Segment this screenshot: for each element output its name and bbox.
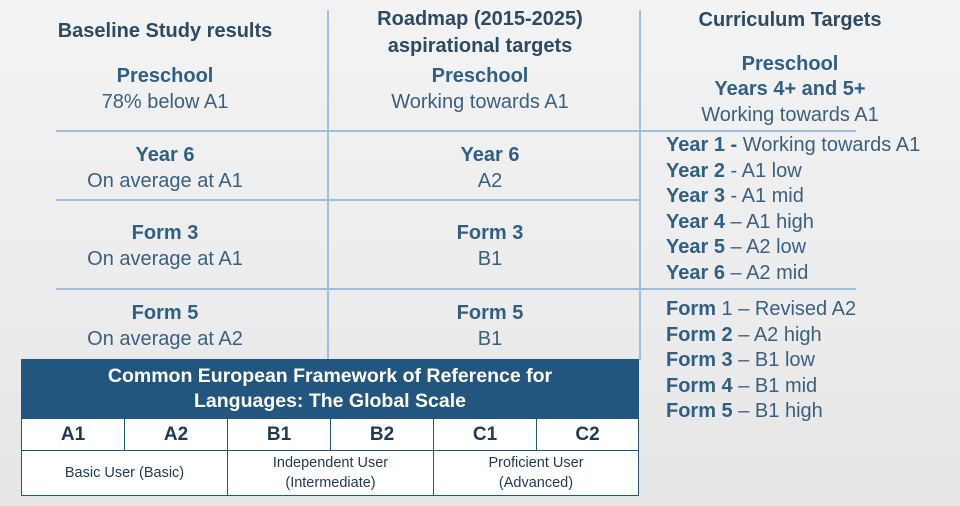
- row-divider-1: [56, 130, 856, 132]
- cefr-user-proficient-line2: (Advanced): [498, 475, 574, 491]
- baseline-title: Baseline Study results: [57, 20, 273, 42]
- list-item: Year 1 - Working towards A1: [666, 134, 921, 156]
- baseline-year6-value: On average at A1: [87, 170, 243, 192]
- curriculum-preschool-value: Working towards A1: [701, 104, 879, 126]
- column-divider-1: [327, 10, 329, 360]
- list-item: Year 5 – A2 low: [666, 236, 807, 258]
- roadmap-title-line2: aspirational targets: [387, 35, 573, 57]
- cefr-user-proficient-line1: Proficient User: [488, 455, 584, 471]
- cefr-level-c1: C1: [433, 418, 537, 451]
- cefr-level-a2: A2: [124, 418, 228, 451]
- list-item: Year 3 - A1 mid: [666, 185, 804, 207]
- cefr-title-line2: Languages: The Global Scale: [194, 390, 466, 412]
- cefr-user-independent-line2: (Intermediate): [285, 475, 376, 491]
- cefr-level-a1: A1: [21, 418, 125, 451]
- baseline-preschool-label: Preschool: [116, 65, 214, 87]
- cefr-user-proficient: [433, 450, 639, 496]
- baseline-year6-label: Year 6: [135, 144, 195, 166]
- roadmap-year6-label: Year 6: [460, 144, 520, 166]
- cefr-level-b1: B1: [227, 418, 331, 451]
- list-item: Form 3 – B1 low: [666, 349, 815, 371]
- baseline-form3-value: On average at A1: [87, 248, 243, 270]
- roadmap-form3-label: Form 3: [456, 222, 524, 244]
- cefr-title: [21, 359, 639, 418]
- list-item: Form 5 – B1 high: [666, 400, 823, 422]
- baseline-form5-label: Form 5: [131, 302, 199, 324]
- roadmap-year6-value: A2: [477, 170, 503, 192]
- roadmap-form5-label: Form 5: [456, 302, 524, 324]
- cefr-level-c2: C2: [536, 418, 639, 451]
- roadmap-preschool-value: Working towards A1: [391, 91, 569, 113]
- curriculum-preschool-years: Years 4+ and 5+: [714, 78, 866, 100]
- list-item: Year 4 – A1 high: [666, 210, 814, 233]
- cefr-table: [21, 359, 639, 496]
- roadmap-preschool-label: Preschool: [431, 65, 529, 87]
- list-item: Year 6 – A2 mid: [666, 261, 809, 284]
- row-divider-2: [56, 199, 640, 201]
- roadmap-title-line1: Roadmap (2015-2025): [377, 8, 583, 30]
- curriculum-title: Curriculum Targets: [698, 9, 882, 31]
- baseline-form5-value: On average at A2: [87, 328, 243, 350]
- list-item: Year 2 - A1 low: [666, 159, 802, 182]
- cefr-user-independent-line1: Independent User: [272, 455, 389, 471]
- curriculum-years-list: [666, 133, 920, 286]
- cefr-user-basic-line1: Basic User (Basic): [64, 465, 185, 481]
- list-item: Form 1 – Revised A2: [666, 298, 857, 320]
- baseline-form3-label: Form 3: [131, 222, 199, 244]
- cefr-user-basic: [21, 450, 228, 496]
- curriculum-preschool-label: Preschool: [741, 53, 839, 75]
- cefr-user-independent: [227, 450, 434, 496]
- cefr-title-line1: Common European Framework of Reference for: [107, 365, 553, 387]
- baseline-preschool-value: 78% below A1: [101, 91, 229, 113]
- list-item: Form 2 – A2 high: [666, 323, 822, 346]
- curriculum-forms-list: [666, 297, 856, 425]
- cefr-level-b2: B2: [330, 418, 434, 451]
- list-item: Form 4 – B1 mid: [666, 374, 818, 397]
- roadmap-form3-value: B1: [477, 248, 503, 270]
- roadmap-form5-value: B1: [477, 328, 503, 350]
- row-divider-3: [56, 288, 856, 290]
